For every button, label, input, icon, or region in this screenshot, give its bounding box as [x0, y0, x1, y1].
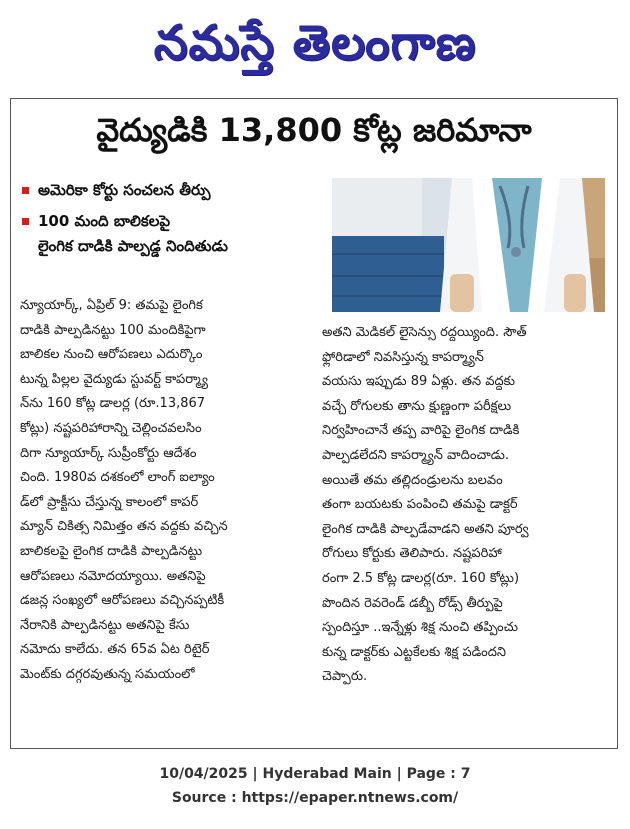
- bullet-text-block: [38, 209, 228, 259]
- article-line: రంగా 2.5 కోట్ల డాలర్ల(రూ. 160 కోట్లు): [322, 570, 520, 586]
- article-headline: వైద్యుడికి 13,800 కోట్ల జరిమానా: [96, 111, 532, 149]
- bullet-text: 100 మంది బాలికలపై: [38, 212, 171, 230]
- article-line: అతని మెడికల్ లైసెన్సు రద్దయ్యింది. సౌత్: [322, 325, 527, 340]
- article-line: చింది. 1980వ దశకంలో లాంగ్ ఐల్యాం: [20, 470, 215, 486]
- masthead: [0, 0, 630, 98]
- article-line: తంగా బయటకు పంపించి తమపై డాక్టర్: [322, 497, 518, 513]
- article-line: వచ్చే రోగులకు తాను క్షుణ్ణంగా పరీక్షలు: [322, 398, 512, 414]
- footer-source: Source : https://epaper.ntnews.com/: [171, 790, 459, 806]
- article-line: ఫ్లోరిడాలో నివసిస్తున్న కాపర్మ్యాన్: [322, 349, 484, 365]
- article-column-right: [322, 321, 616, 690]
- bullet-list: [22, 178, 322, 259]
- bullet-text: లైంగిక దాడికి పాల్పడ్డ నిందితుడు: [38, 237, 228, 255]
- bullet-item: [22, 178, 322, 203]
- article-line: పాల్పడలేదని కాపర్మ్యాన్ వాదించాడు.: [322, 447, 510, 463]
- article-column-left: [20, 294, 318, 688]
- doctor-photo-image: [332, 178, 605, 312]
- doctor-photo: [332, 178, 605, 312]
- article-line: మ్యాన్ చికిత్స నిమిత్తం తన వద్దకు వచ్చిన: [20, 519, 228, 535]
- bullet-square-icon: [22, 187, 29, 194]
- article-line: కున్న డాక్టర్‌కు ఎట్టకేలకు శిక్ష పడిందని: [322, 644, 506, 660]
- article-line: టున్న పిల్లల వైద్యుడు స్టువర్ట్ కాపర్మ్యా: [20, 371, 209, 387]
- bullet-item: [22, 209, 322, 259]
- article-line: కోట్లు) నష్టపరిహారాన్ని చెల్లించవలసిం: [20, 420, 202, 436]
- article-line: బాలికలపై లైంగిక దాడికి పాల్పడినట్టు: [20, 543, 203, 559]
- article-line: నిర్వహించానే తప్ప వారిపై లైంగిక దాడికి: [322, 423, 520, 439]
- article-line: డజన్ల సంఖ్యలో ఆరోపణలు వచ్చినప్పటికీ: [20, 593, 225, 609]
- footer-date-edition: 10/04/2025 | Hyderabad Main | Page : 7: [159, 766, 471, 782]
- article-line: న్యూయార్క్, ఏప్రిల్ 9: తమపై లైంగిక: [20, 298, 203, 313]
- article-line: మెంట్‌కు దగ్గరవుతున్న సమయంలో: [20, 666, 195, 682]
- article-line: రోగులు కోర్టుకు తెలిపారు. నష్టపరిహా: [322, 546, 502, 562]
- masthead-title: నమస్తే తెలంగాణ: [153, 15, 477, 71]
- article-line: అయితే తమ తల్లిదండ్రులను బలవం: [322, 472, 503, 488]
- article-line: స్పందిస్తూ ..ఇన్నేళ్లు శిక్ష నుంచి తప్పించు: [322, 620, 519, 636]
- bullet-text: అమెరికా కోర్టు సంచలన తీర్పు: [38, 181, 211, 199]
- article-line: చెప్పారు.: [322, 669, 368, 685]
- article-line: డ్‌లో ప్రాక్టీసు చేస్తున్న కాలంలో కాపర్: [20, 494, 199, 510]
- article-line: దాడికి పాల్పడినట్టు 100 మందికిపైగా: [20, 322, 206, 338]
- article-line: నమోదు కాలేదు. తన 65వ ఏట రిటైర్: [20, 642, 210, 658]
- article-line: వయసు ఇప్పుడు 89 ఏళ్లు. తన వద్దకు: [322, 374, 515, 390]
- bullet-square-icon: [22, 218, 29, 225]
- article-line: నేరానికి పాల్పడినట్టు అతనిపై కేసు: [20, 617, 190, 633]
- article-line: న్‌ను 160 కోట్ల డాలర్ల (రూ.13,867: [20, 396, 206, 412]
- article-line: పొందిన రెవరెండ్ డబ్బీ రోడ్స్ తీర్పుపై: [322, 595, 503, 611]
- article-line: బాలికల నుంచి ఆరోపణలు ఎదుర్కొం: [20, 347, 203, 363]
- article-line: లైంగిక దాడికి పాల్పడేవాడని అతని పూర్వ: [322, 521, 529, 537]
- article-line: ఆరోపణలు నమోదయ్యాయి. అతనిపై: [20, 568, 206, 584]
- article-line: దిగా న్యూయార్క్ సుప్రీంకోర్టు ఆదేశం: [20, 445, 197, 461]
